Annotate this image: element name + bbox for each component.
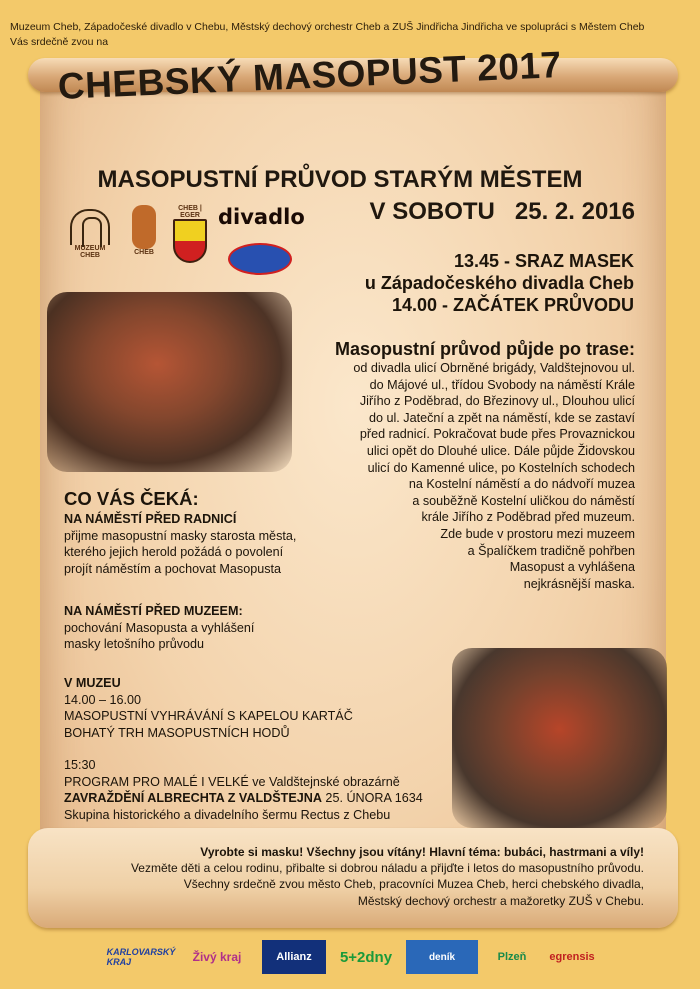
route-heading: Masopustní průvod půjde po trase: [334, 339, 635, 359]
footer-line: Městský dechový orchestr a mažoretky ZUŠ v Chebu. [357, 893, 644, 908]
procession-day: V SOBOTU [369, 198, 495, 225]
townhall-line: kterého jejich herold požádá o povolení [64, 545, 284, 559]
intro-line-organizers: Muzeum Cheb, Západočeské divadlo v Chebu, Městský dechový orchestr Cheb a ZUŠ Jindřicha Jindřicha ve spolupráci s Městem Cheb [10, 21, 645, 33]
denik-logo: deník [406, 940, 478, 974]
zivy-kraj-logo: Živý kraj [192, 950, 242, 964]
in-museum-section [64, 675, 384, 741]
townhall-line: projít náměstím a pochovat Masopusta [64, 561, 282, 576]
start-time: 14.00 - ZAČÁTEK PRŮVODU [391, 295, 634, 315]
route-line: od divadla ulicí Obrněné brigády, Valdštejnovou ul. [353, 361, 635, 375]
program-event: ZAVRAŽDĚNÍ ALBRECHTA Z VALDŠTEJNA 25. ÚNORA 1634 [64, 791, 423, 805]
crest-shield-icon [173, 219, 207, 263]
museum-cheb-logo [66, 209, 114, 259]
program-time: 15:30 [64, 758, 96, 772]
horn-orchestra-icon [228, 243, 292, 275]
route-line: krále Jiřího z Poděbrad před muzeum. [421, 510, 635, 525]
route-line: do ul. Jateční a zpět na náměstí, kde se zastaví [368, 410, 635, 425]
meeting-place: u Západočeského divadla Cheb [364, 273, 634, 293]
schedule-times [300, 250, 634, 316]
museum-logo-label: MUZEUM CHEB [74, 245, 106, 259]
footer-invitation [38, 844, 644, 909]
carnival-painting-left [47, 292, 292, 472]
museum-square-heading: NA NÁMĚSTÍ PŘED MUZEEM: [64, 604, 243, 618]
route-line: Jiřího z Poděbrad, do Březinovy ul., Dlouhou ulicí [359, 394, 635, 409]
route-line: a souběžně Kostelní uličkou do náměstí [412, 493, 635, 508]
route-line: nejkrásnější maska. [523, 576, 635, 591]
carnival-painting-right [452, 648, 667, 828]
in-museum-line: MASOPUSTNÍ VYHRÁVÁNÍ S KAPELOU KARTÁČ [64, 709, 353, 723]
procession-date-value: 25. 2. 2016 [514, 198, 635, 225]
route-line: Masopust a vyhlášena [509, 560, 635, 575]
route-line: do Májové ul., třídou Svobody na náměstí Krále [369, 377, 635, 392]
procession-heading: MASOPUSTNÍ PRŮVOD STARÝM MĚSTEM [97, 166, 583, 193]
band-logo-label: CHEB [134, 249, 154, 256]
violin-icon [132, 205, 156, 249]
in-museum-line: 14.00 – 16.00 [64, 692, 142, 707]
townhall-line: přijme masopustní masky starosta města, [64, 528, 297, 543]
program-section [64, 757, 484, 823]
townhall-heading: NA NÁMĚSTÍ PŘED RADNICÍ [64, 512, 237, 526]
allianz-logo: Allianz [262, 940, 326, 974]
cheb-crest-logo [170, 205, 210, 263]
sponsor-logos [100, 940, 600, 976]
route-line: na Kostelní náměstí a do nádvoří muzea [408, 477, 635, 492]
footer-line: Vezměte děti a celou rodinu, přibalte si dobrou náladu a přijďte i letos do masopustního průvodu. [130, 861, 644, 876]
meeting-time: 13.45 - SRAZ MASEK [453, 251, 634, 271]
in-museum-heading: V MUZEU [64, 676, 121, 690]
program-title: PROGRAM PRO MALÉ I VELKÉ ve Valdštejnské obrazárně [64, 774, 400, 789]
in-museum-line: BOHATÝ TRH MASOPUSTNÍCH HODŮ [64, 725, 290, 740]
organizer-logos [66, 205, 306, 285]
route-line: Zde bude v prostoru mezi muzeem [440, 526, 635, 541]
five-plus-two-logo: 5+2dny [339, 948, 393, 966]
townhall-section [64, 511, 384, 577]
arches-icon [70, 209, 110, 245]
divadlo-logo [218, 205, 305, 229]
crest-logo-label: CHEB | EGER [178, 205, 202, 219]
divadlo-logo-text: divadlo [218, 205, 305, 229]
route-line: ulicí do Kamenné ulice, po Kostelních schodech [367, 460, 635, 475]
page-title: CHEBSKÝ MASOPUST 2017 [57, 44, 563, 107]
plzen-logo: Plzeň [497, 951, 527, 963]
footer-lead: Vyrobte si masku! Všechny jsou vítány! Hlavní téma: bubáci, hastrmani a víly! [200, 845, 644, 859]
karlovarsky-kraj-logo: KARLOVARSKÝ KRAJ [106, 947, 176, 967]
intro-line-invite: Vás srdečně zvou na [10, 36, 109, 48]
route-line: před radnicí. Pokračovat bude přes Provaznickou [359, 427, 635, 442]
band-logo [124, 205, 164, 256]
museum-square-line: masky letošního průvodu [64, 637, 205, 651]
what-awaits-heading: CO VÁS ČEKÁ: [64, 488, 199, 509]
museum-square-section [64, 603, 384, 653]
route-line: a Špalíčkem tradičně pohřben [467, 543, 635, 558]
procession-date [315, 198, 635, 226]
program-performers: Skupina historického a divadelního šermu Rectus z Chebu [64, 807, 391, 822]
egrensis-logo: egrensis [549, 951, 595, 963]
footer-line: Všechny srdečně zvou město Cheb, pracovníci Muzea Cheb, herci chebského divadla, [183, 877, 644, 892]
museum-square-line: pochování Masopusta a vyhlášení [64, 620, 255, 635]
route-line: ulici opět do Dlouhé ulice. Dále půjde Židovskou [366, 443, 635, 458]
